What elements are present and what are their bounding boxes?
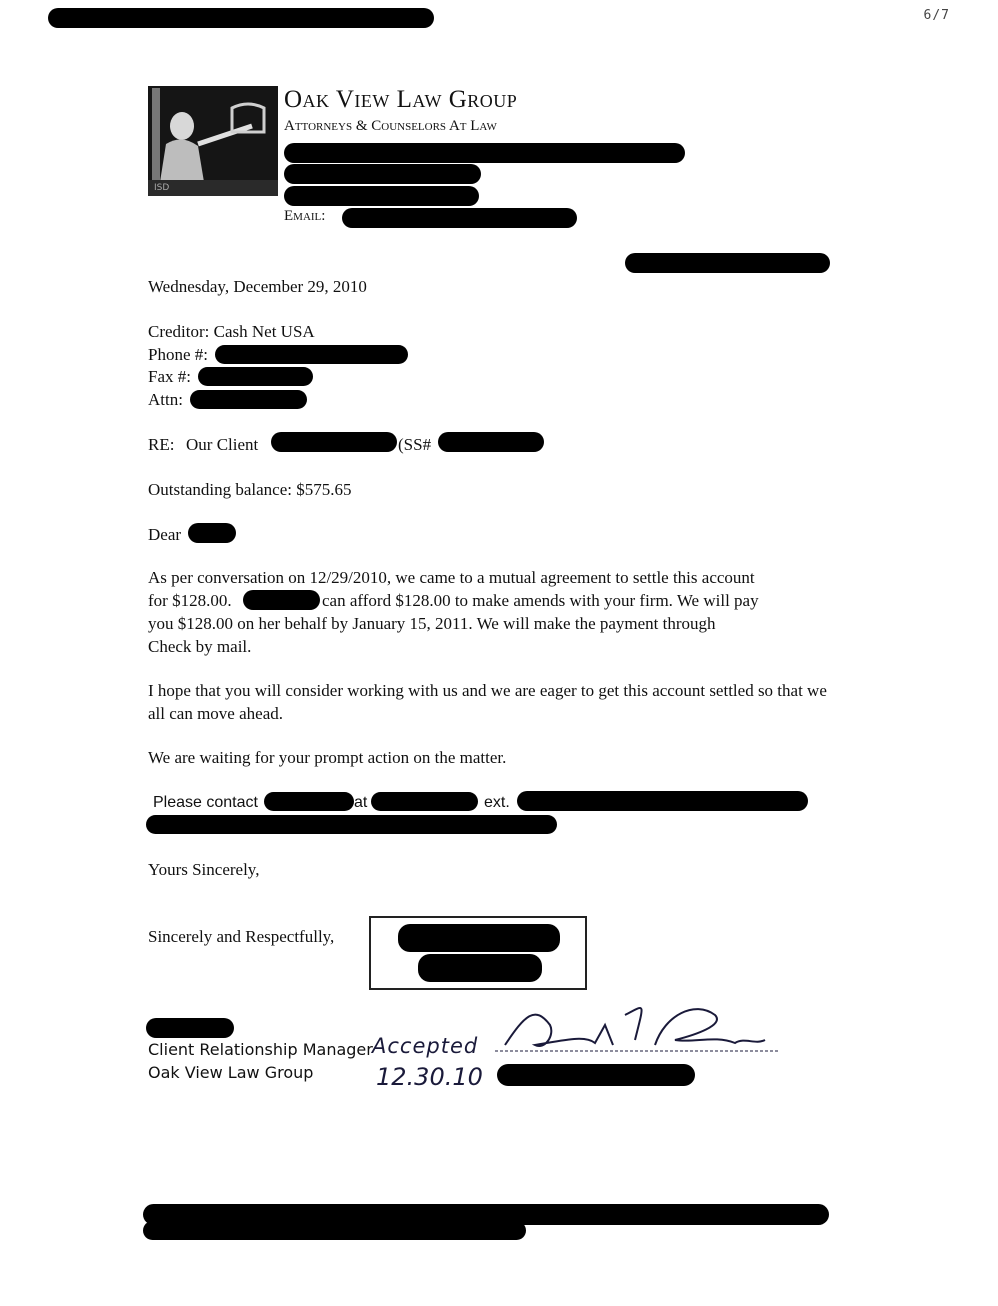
email-label: Email:: [284, 208, 326, 224]
closing-respectfully: Sincerely and Respectfully,: [148, 927, 335, 946]
body-p1-line3: you $128.00 on her behalf by January 15, 2011. We will make the payment through: [148, 614, 716, 633]
contact-ext-redaction: [517, 791, 808, 811]
re-client-label: Our Client: [186, 435, 259, 454]
contact-phone-redaction: [371, 792, 478, 811]
body-p2: I hope that you will consider working with us and we are eager to get this account settled so that we all can move ahead.: [148, 681, 827, 723]
contact-at-label: at: [354, 794, 368, 811]
body-p1-line1: As per conversation on 12/29/2010, we came to a mutual agreement to settle this account: [148, 568, 755, 587]
svg-text:ISD: ISD: [154, 183, 170, 193]
page-number: 6/7: [923, 8, 950, 23]
contact-name-redaction: [264, 792, 354, 811]
footer-redaction-2: [143, 1221, 526, 1240]
body-p3: We are waiting for your prompt action on the matter.: [148, 748, 507, 767]
signature-redaction-2: [418, 954, 542, 982]
address-redaction-1: [284, 143, 685, 163]
attn-redaction: [190, 390, 307, 409]
ss-redaction: [438, 432, 544, 452]
header-redaction: [48, 8, 434, 28]
body-p1-line2-end: can afford $128.00 to make amends with your firm. We will pay: [322, 591, 759, 610]
handwritten-redaction: [497, 1064, 695, 1086]
firm-subtitle: Attorneys & Counselors At Law: [284, 118, 497, 134]
manager-name-redaction: [146, 1018, 234, 1038]
handwritten-signature-icon: [495, 995, 785, 1065]
handwritten-date: 12.30.10: [376, 1063, 483, 1091]
email-redaction: [342, 208, 577, 228]
salutation-redaction: [188, 523, 236, 543]
contact-ext-label: ext.: [484, 794, 510, 811]
phone-label: Phone #:: [148, 345, 208, 364]
creditor-line: Creditor: Cash Net USA: [148, 322, 315, 341]
firm-name: Oak View Law Group: [284, 86, 518, 113]
letter-date: Wednesday, December 29, 2010: [148, 277, 367, 296]
salutation: Dear: [148, 525, 182, 544]
outstanding-balance: Outstanding balance: $575.65: [148, 480, 352, 499]
right-redaction: [625, 253, 830, 273]
body-p1-line2-start: for $128.00.: [148, 591, 232, 610]
signature-redaction-1: [398, 924, 560, 952]
attn-label: Attn:: [148, 390, 183, 409]
fax-label: Fax #:: [148, 367, 191, 386]
closing-yours: Yours Sincerely,: [148, 860, 260, 879]
please-contact-label: Please contact: [153, 794, 258, 811]
contact-line2-redaction: [146, 815, 557, 834]
firm-logo: [148, 86, 278, 196]
manager-firm: Oak View Law Group: [148, 1063, 314, 1082]
address-redaction-2: [284, 164, 481, 184]
phone-redaction: [215, 345, 408, 364]
address-redaction-3: [284, 186, 479, 206]
client-first-name-redaction: [243, 590, 320, 610]
ss-label: (SS#: [398, 435, 432, 454]
body-p1-line4: Check by mail.: [148, 637, 252, 656]
handwritten-accepted: Accepted: [372, 1034, 479, 1058]
lady-justice-logo-icon: [148, 86, 278, 196]
fax-redaction: [198, 367, 313, 386]
re-label: RE:: [148, 435, 175, 454]
manager-title: Client Relationship Manager: [148, 1040, 373, 1059]
client-name-redaction: [271, 432, 397, 452]
